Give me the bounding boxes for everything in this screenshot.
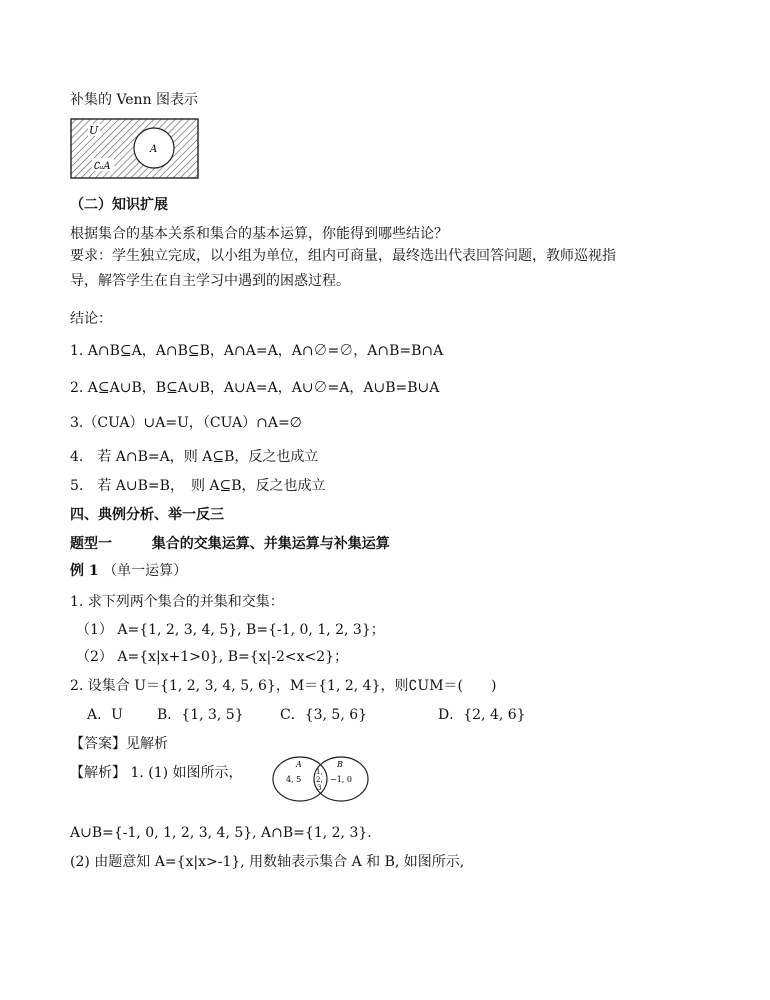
universe-label: U xyxy=(89,124,99,137)
type-heading xyxy=(70,535,390,553)
section-heading-examples: 四、典例分析、举一反三 xyxy=(70,507,224,523)
example-heading xyxy=(70,562,187,580)
venn-overlap-3: 3 xyxy=(317,784,322,792)
type-heading-label: 题型一 xyxy=(70,536,112,552)
complement-venn-diagram xyxy=(70,118,200,180)
type-heading-text: 集合的交集运算、并集运算与补集运算 xyxy=(151,536,390,552)
analysis-line xyxy=(70,764,243,782)
conclusion-item-4: 4. 若 A∩B=A，则 A⊆B，反之也成立 xyxy=(70,449,319,465)
venn-a-label: A xyxy=(296,760,302,769)
problem-1-part-1: （1） A={1, 2, 3, 4, 5}, B={-1, 0, 1, 2, 3}； xyxy=(76,622,385,638)
two-set-venn-diagram xyxy=(271,754,371,804)
option-a: A．U xyxy=(87,707,123,723)
option-d: D．{2, 4, 6} xyxy=(438,707,526,723)
conclusion-item-3: 3.（CUA）∪A=U，（CUA）∩A=∅ xyxy=(70,415,302,431)
venn-b-only: −1, 0 xyxy=(330,775,352,784)
venn-a-only: 4, 5 xyxy=(286,775,302,784)
venn-overlap-2: 2, xyxy=(316,776,323,784)
option-c: C．{3, 5, 6} xyxy=(280,707,368,723)
requirement-line-2: 导，解答学生在自主学习中遇到的困惑过程。 xyxy=(70,273,350,289)
answer-line: 【答案】见解析 xyxy=(70,736,168,752)
analysis-label: 【解析】 xyxy=(70,765,126,781)
problem-2: 2. 设集合 U＝{1, 2, 3, 4, 5, 6}，M＝{1, 2, 4}，则∁UM＝( ) xyxy=(70,678,497,694)
conclusion-item-1: 1. A∩B⊆A，A∩B⊆B，A∩A=A，A∩∅=∅，A∩B=B∩A xyxy=(70,343,444,359)
result-line-1: A∪B={-1, 0, 1, 2, 3, 4, 5}, A∩B={1, 2, 3}. xyxy=(70,825,372,841)
venn-section-title: 补集的 Venn 图表示 xyxy=(70,92,199,108)
conclusion-label: 结论： xyxy=(70,311,112,327)
section-heading-extension: （二）知识扩展 xyxy=(70,197,168,213)
conclusion-item-5: 5. 若 A∪B=B， 则 A⊆B，反之也成立 xyxy=(70,478,326,494)
example-label: 例 1 xyxy=(70,563,99,579)
conclusion-item-2: 2. A⊆A∪B，B⊆A∪B，A∪A=A，A∪∅=A，A∪B=B∪A xyxy=(70,380,440,396)
venn-overlap-1: 1, xyxy=(316,768,323,776)
example-subtitle: （单一运算） xyxy=(103,563,188,579)
problem-1-part-2: （2） A={x|x+1>0}, B={x|-2<x<2}； xyxy=(76,649,349,665)
complement-label: ∁ᵤA xyxy=(93,161,111,172)
set-a-label: A xyxy=(150,144,158,155)
problem-1: 1. 求下列两个集合的并集和交集： xyxy=(70,594,284,610)
option-b: B．{1, 3, 5} xyxy=(157,707,244,723)
result-line-2: (2) 由题意知 A={x|x>-1}, 用数轴表示集合 A 和 B, 如图所示, xyxy=(70,854,465,870)
analysis-text: 1. (1) 如图所示， xyxy=(130,765,243,781)
question-text: 根据集合的基本关系和集合的基本运算，你能得到哪些结论？ xyxy=(70,226,448,242)
requirement-line-1: 要求：学生独立完成，以小组为单位，组内可商量，最终选出代表回答问题，教师巡视指 xyxy=(70,248,616,264)
venn-b-label: B xyxy=(337,760,343,769)
